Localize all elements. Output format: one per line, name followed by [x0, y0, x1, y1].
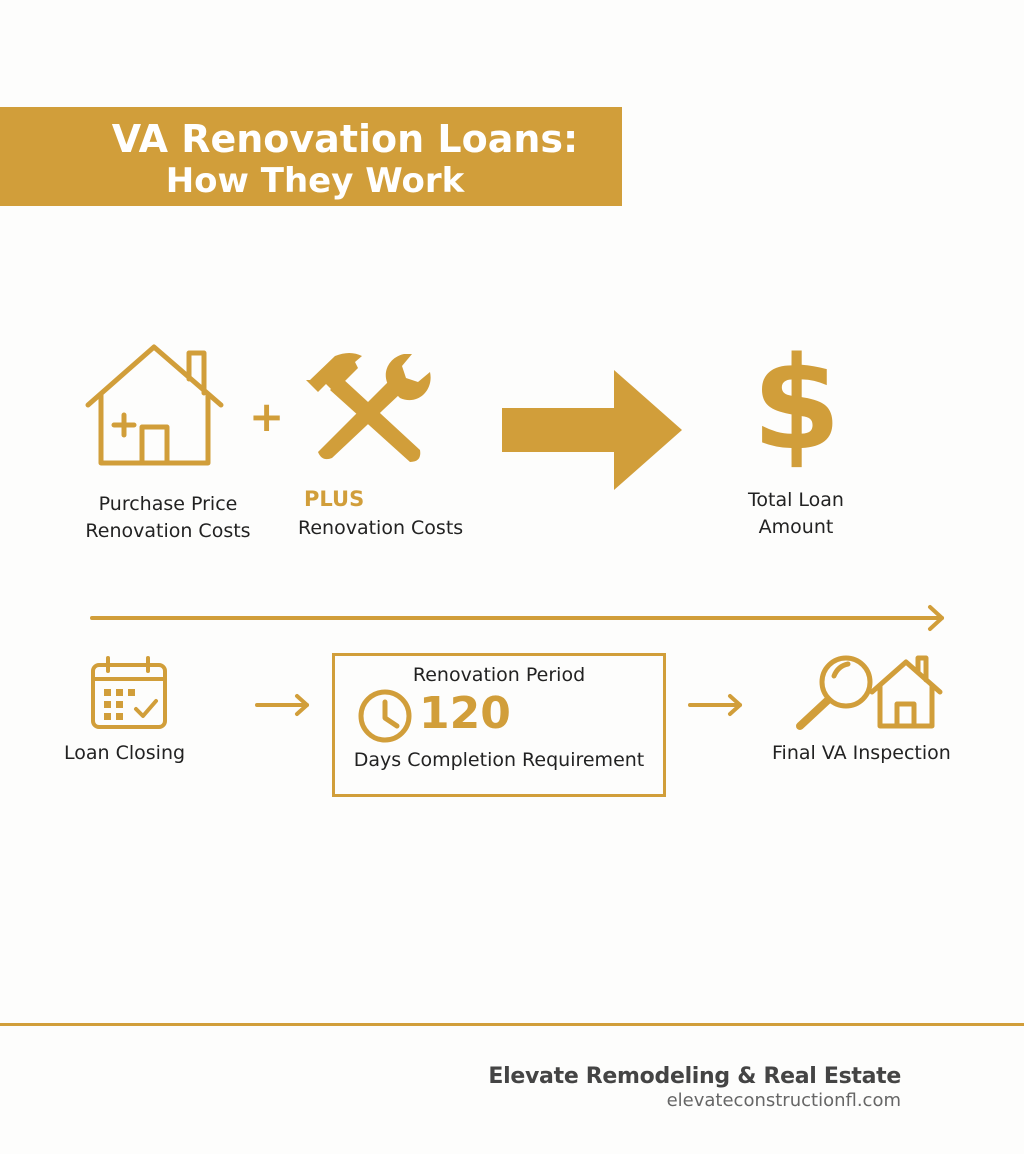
hammer-wrench-icon: [300, 350, 440, 465]
brand-name: Elevate Remodeling & Real Estate: [488, 1064, 901, 1089]
loan-closing-label: Loan Closing: [64, 742, 186, 764]
total-label: [716, 487, 876, 541]
dollar-icon: $: [752, 330, 842, 479]
period-caption: Days Completion Requirement: [353, 749, 645, 771]
title-line-1: VA Renovation Loans:: [111, 117, 579, 161]
final-inspection-label: Final VA Inspection: [772, 742, 951, 764]
plus-symbol: +: [249, 392, 285, 441]
house-plus-icon: [84, 343, 229, 468]
title-line-2: How They Work: [165, 161, 465, 201]
footer-rule: [0, 1023, 1024, 1026]
clock-icon: [357, 688, 413, 744]
purchase-label-line1: Purchase Price: [98, 493, 238, 515]
period-days: 120: [419, 688, 511, 739]
purchase-label: [70, 491, 266, 545]
title-banner: [0, 107, 622, 206]
total-label-line1: Total Loan: [748, 489, 844, 511]
calendar-check-icon: [90, 655, 168, 730]
website-link[interactable]: elevateconstructionfl.com: [666, 1090, 901, 1111]
renovation-period-box: [332, 653, 666, 797]
step-arrow-1: [255, 693, 315, 717]
total-label-line2: Amount: [758, 516, 834, 538]
timeline-arrow: [90, 604, 950, 632]
purchase-label-line2: Renovation Costs: [85, 520, 251, 542]
step-arrow-2: [688, 693, 748, 717]
plus-word: PLUS: [304, 487, 365, 511]
right-arrow-icon: [502, 370, 682, 490]
magnifier-house-icon: [794, 652, 944, 734]
renovation-label: Renovation Costs: [298, 517, 464, 539]
period-title: Renovation Period: [412, 664, 586, 686]
